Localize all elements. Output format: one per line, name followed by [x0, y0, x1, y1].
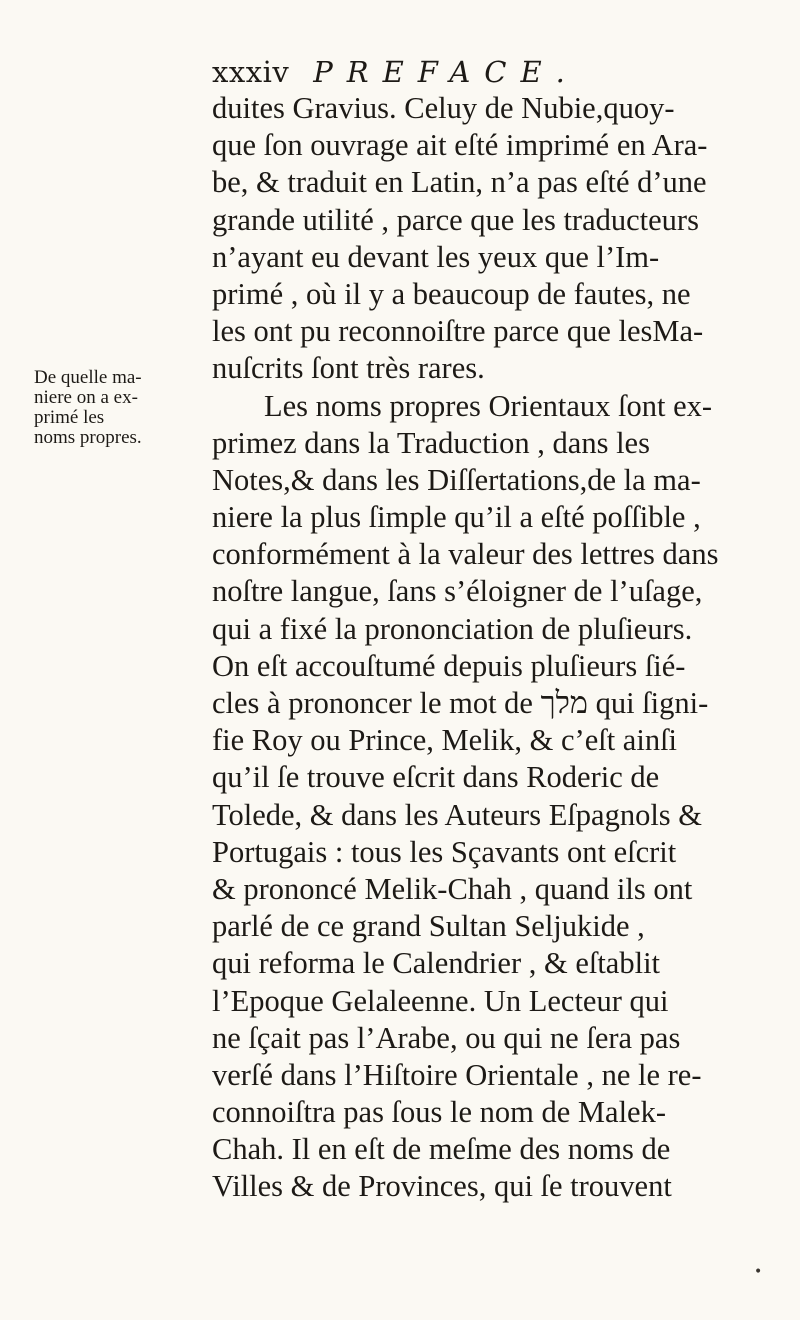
text-line: connoiſtra pas ſous le nom de Malek-: [212, 1095, 667, 1130]
text-line: fie Roy ou Prince, Melik, & c’eſt ainſi: [212, 723, 678, 758]
text-line: qui a fixé la prononciation de pluſieurs.: [212, 611, 693, 646]
text-line: ne ſçait pas l’Arabe, ou qui ne ſera pas: [212, 1020, 681, 1055]
text-line: qu’il ſe trouve eſcrit dans Roderic de: [212, 760, 660, 795]
text-line: primé , où il y a beaucoup de fautes, ne: [212, 276, 691, 311]
margin-note-line: De quelle ma-: [34, 367, 142, 388]
paragraph-start-line: Les noms propres Orientaux ſont ex-: [264, 388, 713, 423]
text-line: primez dans la Traduction , dans les: [212, 425, 650, 460]
margin-note-line: niere on a ex-: [34, 387, 138, 408]
text-line: les ont pu reconnoiſtre parce que lesMa-: [212, 314, 704, 349]
running-head: [212, 52, 732, 92]
text-line: noſtre langue, ſans s’éloigner de l’uſage,: [212, 574, 703, 609]
body-text: [212, 90, 782, 1206]
text-line: & prononcé Melik-Chah , quand ils ont: [212, 871, 693, 906]
text-line: Notes,& dans les Diſſertations,de la ma-: [212, 462, 701, 497]
text-line: parlé de ce grand Sultan Seljukide ,: [212, 909, 645, 944]
printer-mark: •: [754, 1264, 763, 1280]
text-line: niere la plus ſimple qu’il a eſté poſſible ,: [212, 500, 701, 535]
text-line: On eſt accouſtumé depuis pluſieurs ſié-: [212, 648, 686, 683]
text-line: cles à prononcer le mot de מלך qui ſigni-: [212, 686, 709, 720]
page-number: xxxiv: [212, 55, 290, 89]
text-line: grande utilité , parce que les traducteurs: [212, 202, 699, 237]
text-line: Villes & de Provinces, qui ſe trouvent: [212, 1169, 672, 1204]
text-line: duites Gravius. Celuy de Nubie,quoy-: [212, 91, 675, 125]
text-line: conformément à la valeur des lettres dans: [212, 537, 719, 572]
text-line: que ſon ouvrage ait eſté imprimé en Ara-: [212, 128, 708, 163]
margin-note-line: primé les: [34, 407, 105, 428]
margin-note-line: noms propres.: [34, 427, 142, 448]
running-title: PREFACE.: [313, 55, 579, 89]
text-line: nuſcrits ſont très rares.: [212, 351, 485, 386]
text-line: l’Epoque Gelaleenne. Un Lecteur qui: [212, 983, 669, 1018]
text-line: Portugais : tous les Sçavants ont eſcrit: [212, 834, 677, 869]
text-line: Chah. Il en eſt de meſme des noms de: [212, 1132, 671, 1167]
margin-note: [34, 368, 204, 448]
text-line: be, & traduit en Latin, n’a pas eſté d’une: [212, 165, 707, 200]
text-line: n’ayant eu devant les yeux que l’Im-: [212, 239, 660, 274]
text-line: qui reforma le Calendrier , & eſtablit: [212, 946, 661, 981]
text-line: Tolede, & dans les Auteurs Eſpagnols &: [212, 797, 703, 832]
text-line: verſé dans l’Hiſtoire Orientale , ne le re-: [212, 1057, 702, 1092]
